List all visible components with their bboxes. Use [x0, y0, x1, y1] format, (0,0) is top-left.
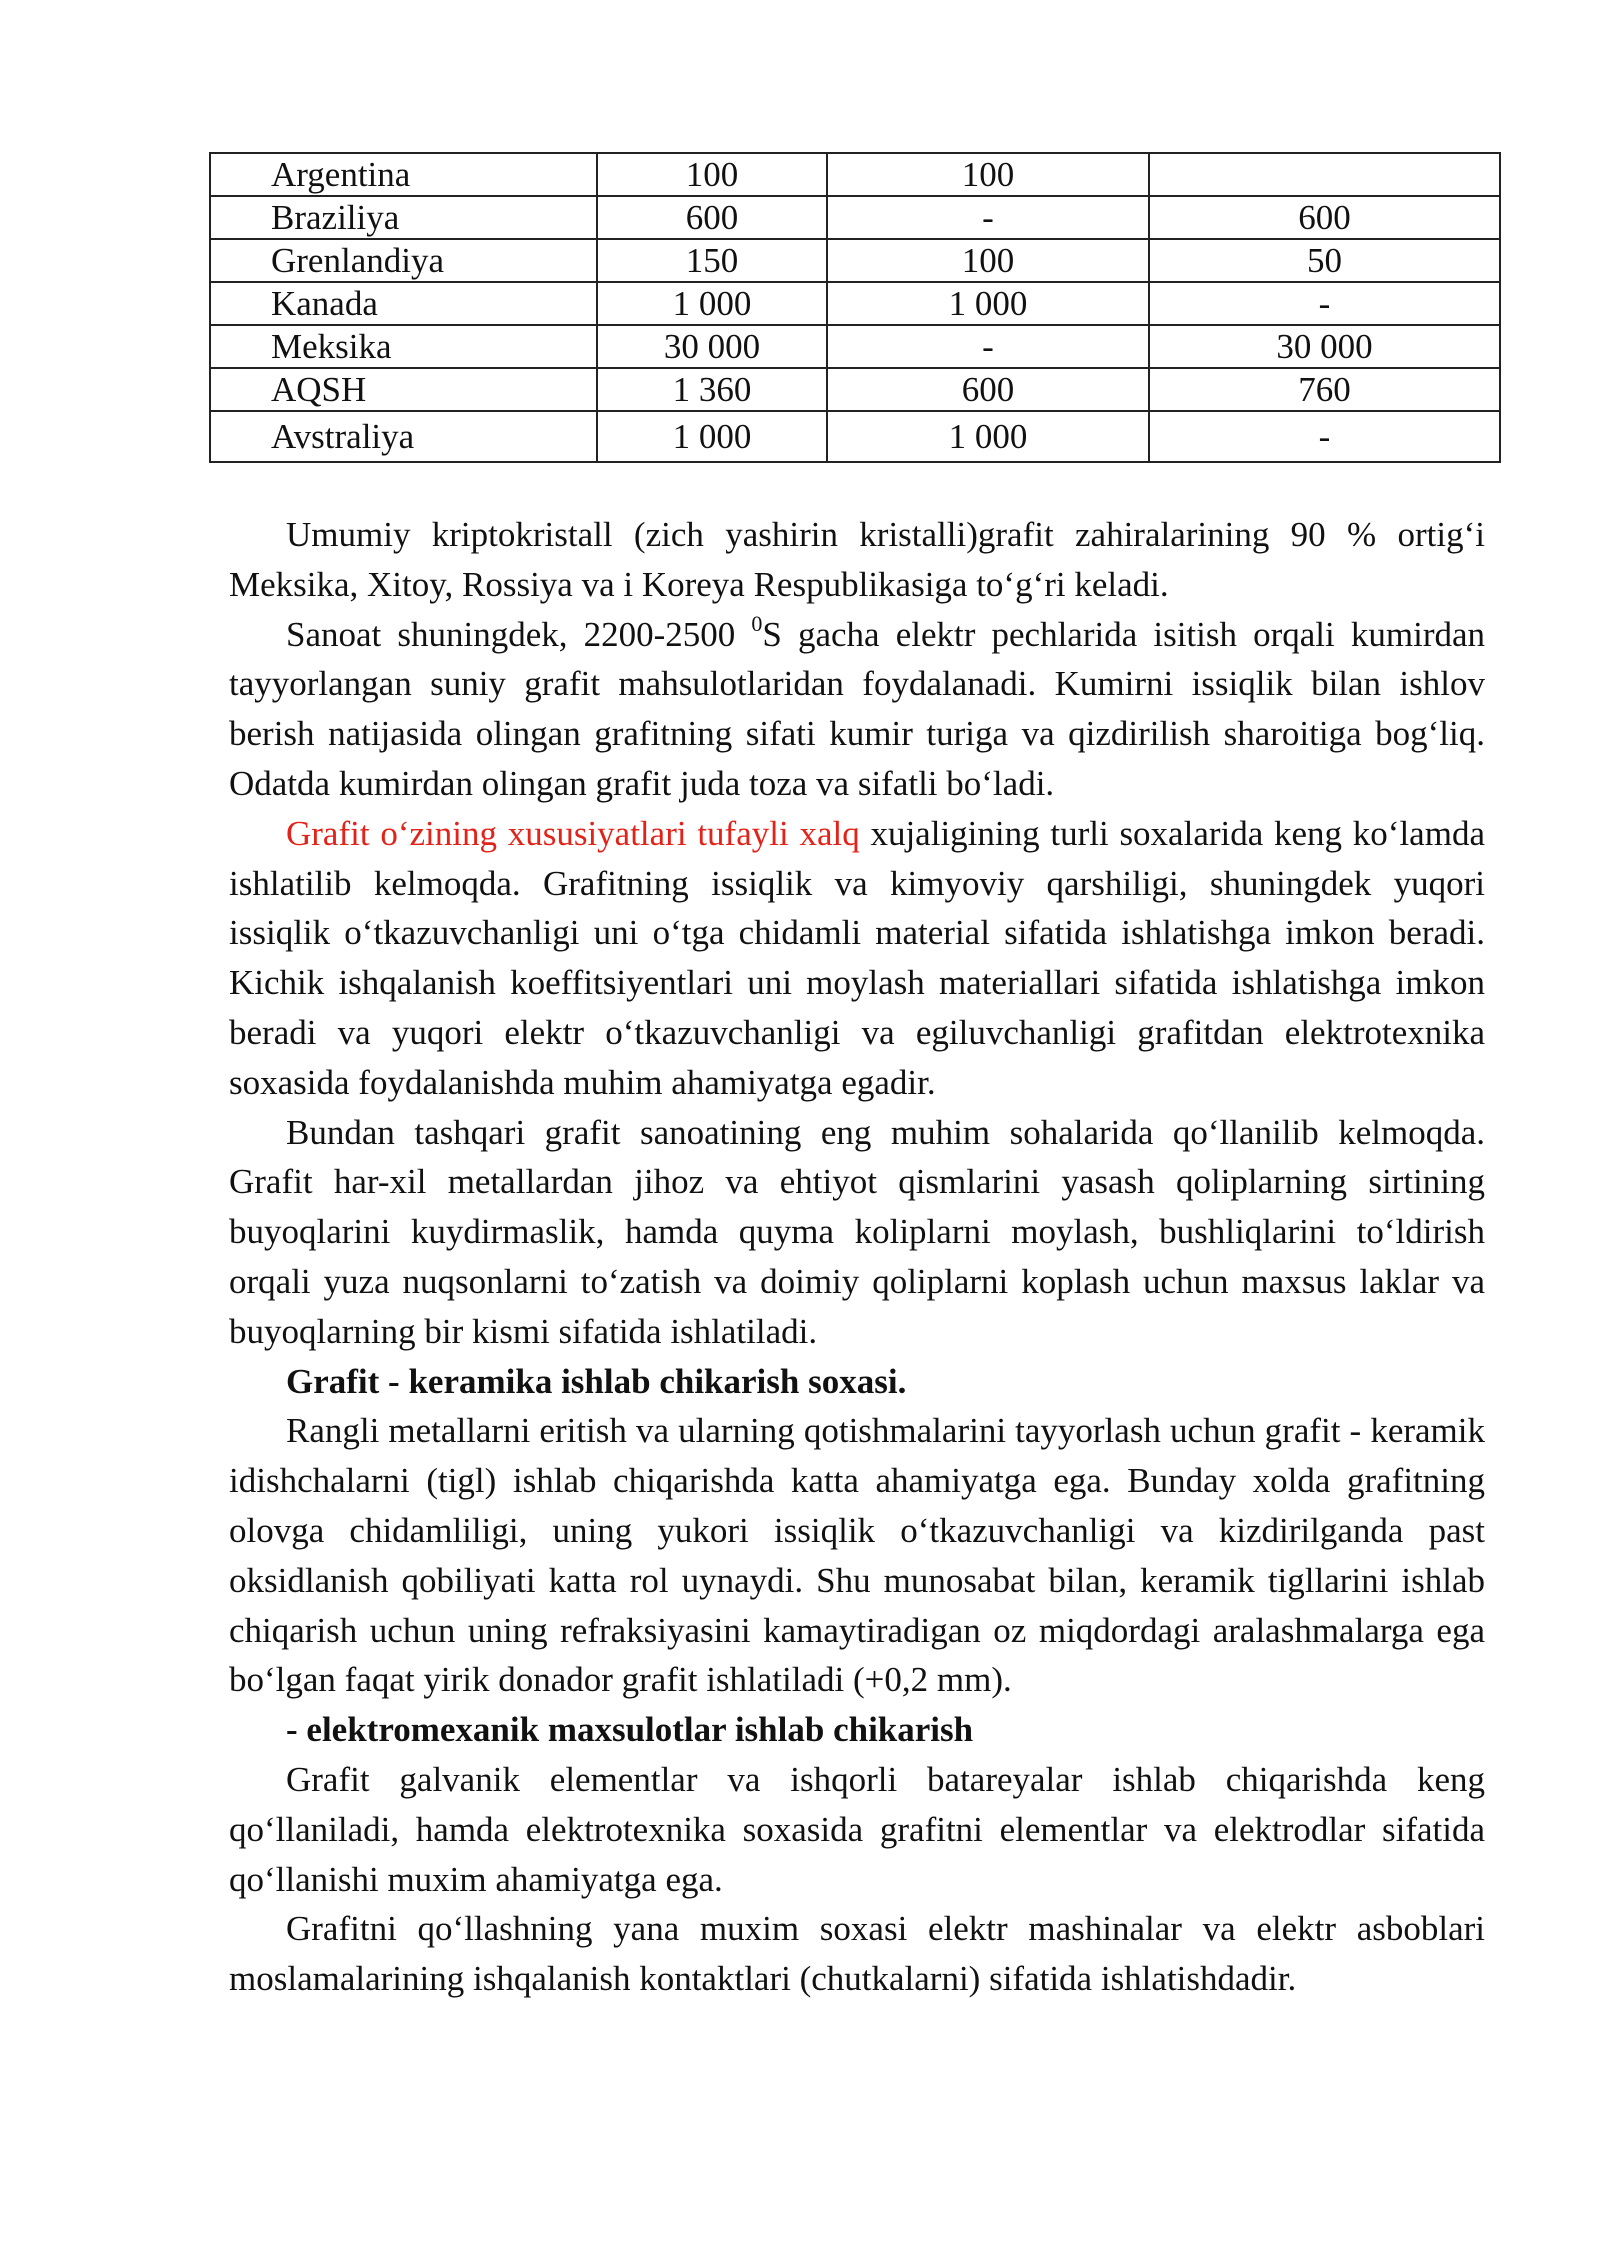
value-cell: 600 [827, 368, 1149, 411]
degree-superscript: 0 [751, 610, 763, 636]
value-cell: - [1149, 411, 1500, 462]
paragraph-ceramics: Rangli metallarni eritish va ularning qotishmalarini tayyorlash uchun grafit - keramik idishchalarni (tigl) ishlab chiqarishda katta ahamiyatga ega. Bunday xolda grafitning olovga chidamliligi, uning yukori issiqlik o‘tkazuvchanligi va kizdirilganda past oksidlanish qobiliyati katta rol uynaydi. Shu munosabat bilan, keramik tigllarini ishlab chiqarish uchun uning refraksiyasini kamaytiradigan oz miqdordagi aralashmalarga ega bo‘lgan faqat yirik donador grafit ishlatiladi (+0,2 mm). [229, 1411, 1485, 1700]
table-row [210, 239, 1500, 282]
value-cell: 600 [1149, 196, 1500, 239]
body-text [229, 510, 1485, 2004]
table-row [210, 153, 1500, 196]
value-cell: 50 [1149, 239, 1500, 282]
value-cell: 600 [597, 196, 827, 239]
value-cell: 1 000 [597, 282, 827, 325]
paragraph-industry: Bundan tashqari grafit sanoatining eng muhim sohalarida qo‘llanilib kelmoqda. Grafit har-xil metallardan jihoz va ehtiyot qismlarini yasash qoliplarning sirtining buyoqlarini kuydirmaslik, hamda quyma koliplarni moylash, bushliqlarini to‘ldirish orqali yuza nuqsonlarni to‘zatish va doimiy qoliplarni koplash uchun maxsus laklar va buyoqlarning bir kismi sifatida ishlatiladi. [229, 1112, 1485, 1351]
highlighted-text: Grafit o‘zining xususiyatlari tufayli xalq [286, 813, 860, 853]
section-heading-ceramics [229, 1357, 1485, 1407]
value-cell: 1 360 [597, 368, 827, 411]
country-cell: Kanada [210, 282, 597, 325]
table-row [210, 196, 1500, 239]
country-cell: Argentina [210, 153, 597, 196]
heading-text: Grafit - keramika ishlab chikarish soxasi. [286, 1361, 907, 1401]
paragraph-reserves: Umumiy kriptokristall (zich yashirin kristalli)grafit zahiralarining 90 % ortig‘i Meksika, Xitoy, Rossiya va i Koreya Respublikasiga to‘g‘ri keladi. [229, 515, 1485, 604]
paragraph-synthetic-graphite [229, 610, 1485, 809]
country-cell: Avstraliya [210, 411, 597, 462]
value-cell: 760 [1149, 368, 1500, 411]
heading-text: - elektromexanik maxsulotlar ishlab chikarish [286, 1710, 974, 1750]
paragraph-batteries: Grafit galvanik elementlar va ishqorli batareyalar ishlab chiqarishda keng qo‘llaniladi, hamda elektrotexnika soxasida grafitni elementlar va elektrodlar sifatida qo‘llanishi muxim ahamiyatga ega. [229, 1759, 1485, 1899]
table-row [210, 368, 1500, 411]
country-cell: Braziliya [210, 196, 597, 239]
value-cell: - [827, 196, 1149, 239]
value-cell: 30 000 [1149, 325, 1500, 368]
country-cell: Meksika [210, 325, 597, 368]
value-cell: 100 [827, 239, 1149, 282]
table-row [210, 411, 1500, 462]
value-cell: - [827, 325, 1149, 368]
paragraph-text: Sanoat shuningdek, 2200-2500 [286, 614, 752, 654]
country-cell: Grenlandiya [210, 239, 597, 282]
table-body [210, 153, 1500, 462]
value-cell: 30 000 [597, 325, 827, 368]
paragraph-applications [229, 809, 1485, 1108]
value-cell: 1 000 [827, 411, 1149, 462]
value-cell: 150 [597, 239, 827, 282]
graphite-reserves-table [209, 152, 1501, 463]
value-cell: 100 [827, 153, 1149, 196]
section-heading-electromechanical [229, 1705, 1485, 1755]
country-cell: AQSH [210, 368, 597, 411]
value-cell [1149, 153, 1500, 196]
value-cell: 100 [597, 153, 827, 196]
value-cell: - [1149, 282, 1500, 325]
table-row [210, 282, 1500, 325]
paragraph-text: xujaligining turli soxalarida keng ko‘lamda ishlatilib kelmoqda. Grafitning issiqlik va kimyoviy qarshiligi, shuningdek yuqori issiqlik o‘tkazuvchanligi uni o‘tga chidamli material sifatida ishlatishga imkon beradi. Kichik ishqalanish koeffitsiyentlari uni moylash materiallari sifatida ishlatishga imkon beradi va yuqori elektr o‘tkazuvchanligi va egiluvchanligi grafitdan elektrotexnika soxasida foydalanishda muhim ahamiyatga egadir. [229, 813, 1485, 1102]
paragraph-contacts: Grafitni qo‘llashning yana muxim soxasi elektr mashinalar va elektr asboblari moslamalarining ishqalanish kontaktlari (chutkalarni) sifatida ishlatishdadir. [229, 1909, 1485, 1999]
value-cell: 1 000 [827, 282, 1149, 325]
paragraph-text: S gacha elektr pechlarida isitish orqali kumirdan tayyorlangan suniy grafit mahsulotlaridan foydalanadi. Kumirni issiqlik bilan ishlov berish natijasida olingan grafitning sifati kumir turiga va qizdirilish sharoitiga bog‘liq. Odatda kumirdan olingan grafit juda toza va sifatli bo‘ladi. [229, 614, 1486, 803]
value-cell: 1 000 [597, 411, 827, 462]
table-row [210, 325, 1500, 368]
